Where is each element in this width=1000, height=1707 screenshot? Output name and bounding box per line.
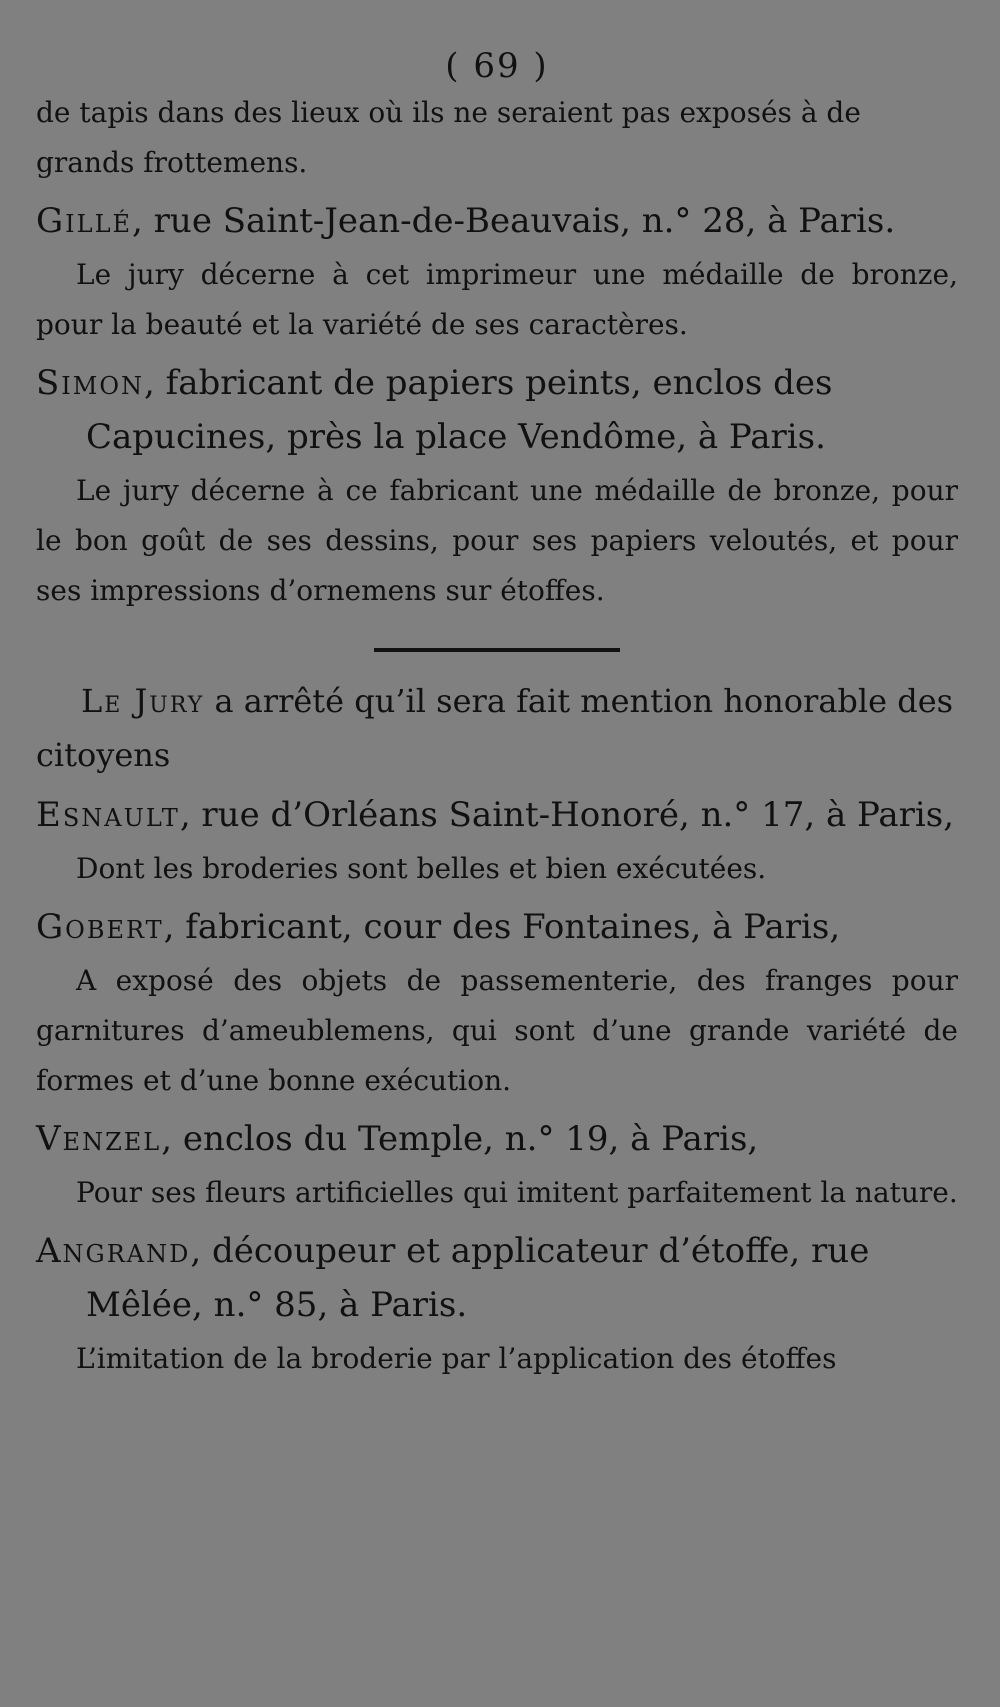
entry-venzel [36,1112,958,1218]
entry-name: Simon [36,363,145,403]
entry-description: Le jury décerne à cet imprimeur une médaille de bronze, pour la beauté et la variété de ses caractères. [36,258,958,341]
section-divider [374,648,620,652]
entry-gobert [36,900,958,1106]
entry-address: , enclos du Temple, n.° 19, à Paris, [161,1119,759,1159]
intro-paragraph: de tapis dans des lieux où ils ne seraient pas exposés à de grands frottemens. [36,96,861,179]
entry-address: , découpeur et applicateur d’étoffe, rue Mêlée, n.° 85, à Paris. [86,1231,870,1325]
document-page [36,44,958,1384]
page-number: ( 69 ) [445,46,549,86]
entry-address: , fabricant de papiers peints, enclos des Capucines, près la place Vendôme, à Paris. [86,363,833,457]
entry-esnault [36,788,958,894]
entry-name: Gobert [36,907,164,947]
entry-name: Gillé [36,201,133,241]
entry-simon [36,356,958,616]
entry-description: A exposé des objets de passementerie, des franges pour garnitures d’ameublemens, qui sont d’une grande variété de formes et d’une bonne exécution. [36,964,958,1097]
mention-lead: Le Jury [81,682,205,720]
entry-angrand [36,1224,958,1384]
entry-description: Le jury décerne à ce fabricant une médaille de bronze, pour le bon goût de ses dessins, pour ses papiers veloutés, et pour ses impressions d’ornemens sur étoffes. [36,474,958,607]
entry-description: Dont les broderies sont belles et bien exécutées. [76,852,767,885]
entry-description: Pour ses fleurs artificielles qui imitent parfaitement la nature. [76,1176,958,1209]
entry-address: , fabricant, cour des Fontaines, à Paris, [163,907,841,947]
entry-name: Venzel [36,1119,162,1159]
entry-description: L’imitation de la broderie par l’application des étoffes [76,1342,837,1375]
entry-address: , rue d’Orléans Saint-Honoré, n.° 17, à Paris, [179,795,955,835]
entry-gille [36,194,958,350]
entry-name: Esnault [36,795,180,835]
entry-name: Angrand [36,1231,191,1271]
mention-rest: a arrêté qu’il sera fait mention honorable des citoyens [36,682,954,774]
entry-address: , rue Saint-Jean-de-Beauvais, n.° 28, à Paris. [132,201,896,241]
mention-heading [36,674,958,782]
